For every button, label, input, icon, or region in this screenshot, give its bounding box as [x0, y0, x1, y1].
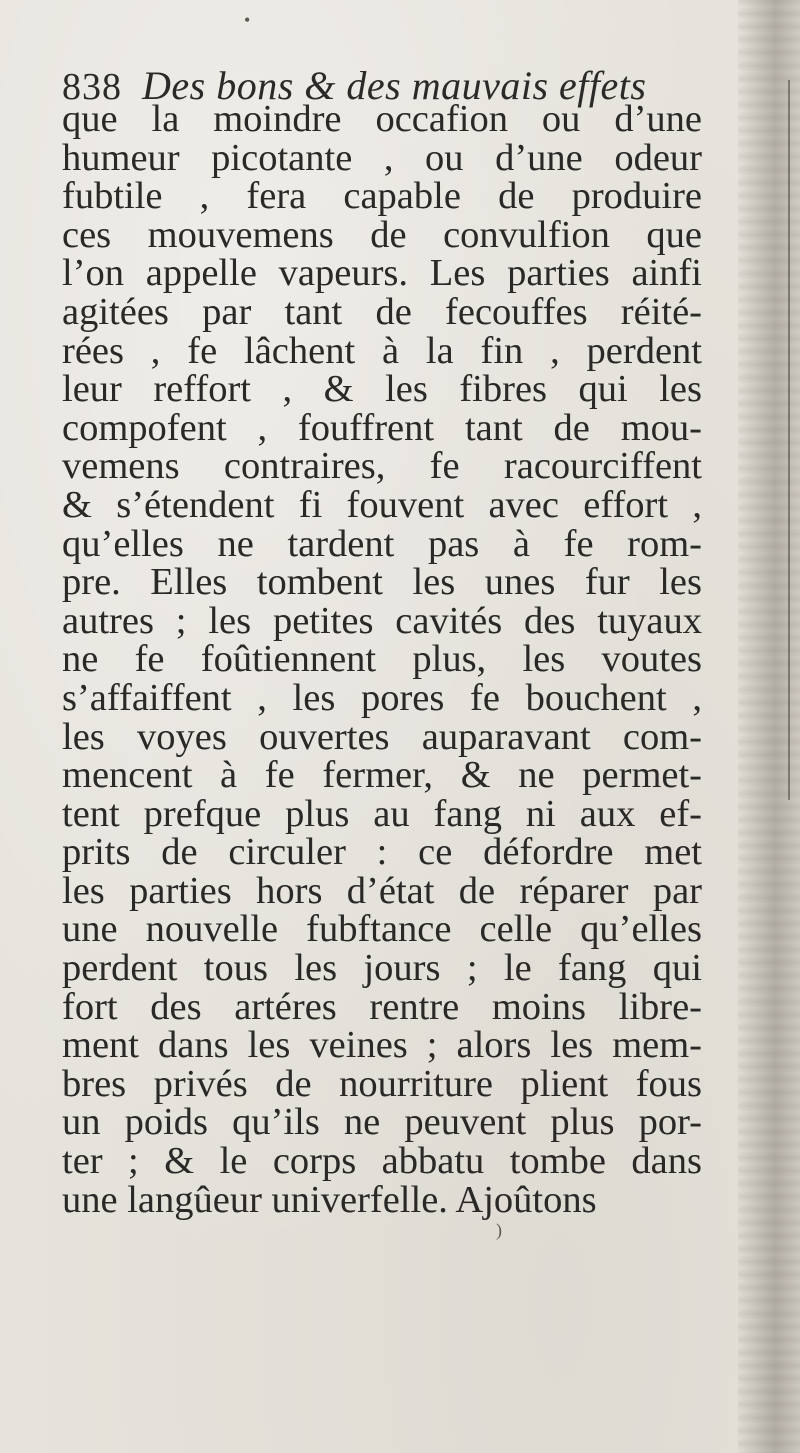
text-line: un poids qu’ils ne peuvent plus por-: [62, 1101, 702, 1144]
text-line: & s’étendent fi fouvent avec effort ,: [62, 483, 702, 526]
running-title: Des bons & des mauvais effets: [142, 63, 647, 108]
text-line: une langûeur univerfelle. Ajoûtons: [62, 1178, 597, 1221]
text-line: fort des artéres rentre moins libre-: [62, 985, 702, 1028]
text-line: ces mouvemens de convulfion que: [62, 213, 702, 256]
book-gutter-shadow: [738, 0, 800, 1453]
text-line: compofent , fouffrent tant de mou-: [62, 406, 702, 449]
text-line: les voyes ouvertes auparavant com-: [62, 715, 702, 758]
text-line: ment dans les veines ; alors les mem-: [62, 1024, 702, 1067]
text-line: humeur picotante , ou d’une odeur: [62, 136, 702, 179]
text-line: bres privés de nourriture plient fous: [62, 1062, 702, 1105]
gutter-edge-line: [788, 80, 790, 800]
text-line: que la moindre occafion ou d’une: [62, 98, 702, 140]
text-line: leur reffort , & les fibres qui les: [62, 368, 702, 411]
text-line: perdent tous les jours ; le fang qui: [62, 947, 702, 990]
text-line: mencent à fe fermer, & ne permet-: [62, 754, 702, 797]
text-line: une nouvelle fubftance celle qu’elles: [62, 908, 702, 951]
text-line: agitées par tant de fecouffes réité-: [62, 290, 702, 333]
text-line: ne fe foûtiennent plus, les voutes: [62, 638, 702, 681]
text-line: rées , fe lâchent à la fin , perdent: [62, 329, 702, 372]
text-line: vemens contraires, fe racourciffent: [62, 445, 702, 488]
text-line: prits de circuler : ce défordre met: [62, 831, 702, 874]
text-line: pre. Elles tombent les unes fur les: [62, 561, 702, 604]
body-text: [62, 100, 702, 1219]
text-line: l’on appelle vapeurs. Les parties ainfi: [62, 252, 702, 295]
text-line: s’affaiffent , les pores fe bouchent ,: [62, 676, 702, 719]
page-number: 838: [62, 66, 122, 108]
text-line: autres ; les petites cavités des tuyaux: [62, 599, 702, 642]
ink-speck: ): [496, 1220, 502, 1240]
ink-speck: •: [244, 10, 251, 30]
text-line: tent prefque plus au fang ni aux ef-: [62, 792, 702, 835]
text-line: ter ; & le corps abbatu tombe dans: [62, 1140, 702, 1183]
text-line: qu’elles ne tardent pas à fe rom-: [62, 522, 702, 565]
text-line: fubtile , fera capable de produire: [62, 175, 702, 218]
text-line: les parties hors d’état de réparer par: [62, 869, 702, 912]
